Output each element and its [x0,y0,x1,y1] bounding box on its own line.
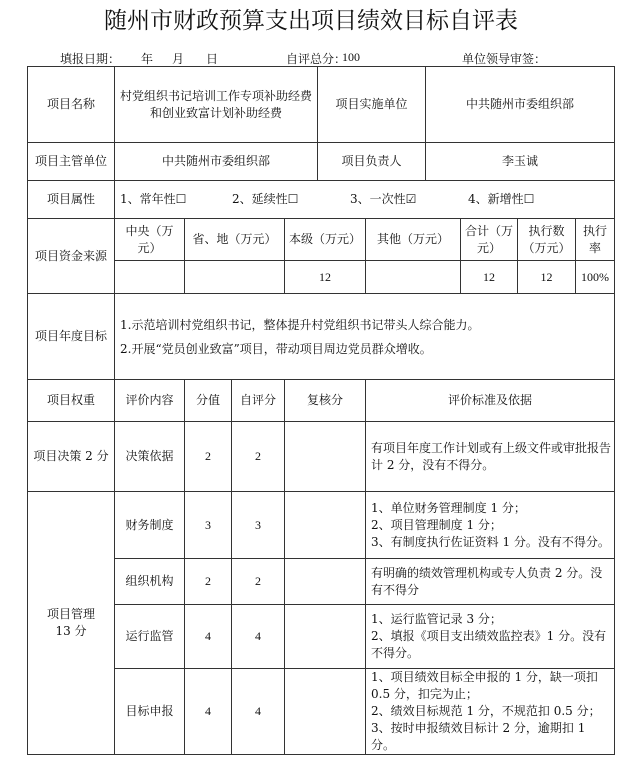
project-attr-options [115,181,615,219]
project-leader-label: 项目负责人 [318,143,426,181]
eval-review-score [285,669,366,755]
attr-option: 3、一次性☑ [350,192,417,206]
eval-review-score [285,492,366,559]
criteria-line: 3、按时申报绩效目标计 2 分，逾期扣 1 分。 [371,721,586,752]
decision-weight: 项目决策 2 分 [28,422,115,492]
eval-criteria [366,605,615,669]
mgmt-weight-score: 13 分 [55,624,87,638]
eval-criteria [366,492,615,559]
attr-option: 4、新增性☐ [468,192,535,206]
eval-self-score: 3 [232,492,285,559]
eval-review-score [285,605,366,669]
annual-goal-label: 项目年度目标 [28,294,115,380]
fund-header: 其他（万元） [366,219,461,261]
header-criteria: 评价标准及依据 [366,380,615,422]
project-leader-value: 李玉诚 [426,143,615,181]
criteria-line: 2、绩效目标规范 1 分，不规范扣 0.5 分； [371,704,601,718]
header-score: 分值 [185,380,232,422]
fund-value: 12 [518,261,576,294]
goal-line: 1.示范培训村党组织书记，整体提升村党组织书记带头人综合能力。 [120,317,480,332]
eval-score: 4 [185,669,232,755]
eval-self-score: 4 [232,669,285,755]
mgmt-weight-title: 项目管理 [46,607,95,621]
project-name-label: 项目名称 [28,67,115,143]
criteria-line: 2、填报《项目支出绩效监控表》1 分。没有不得分。 [371,629,607,660]
header-self-score: 自评分 [232,380,285,422]
criteria-line: 有明确的绩效管理机构或专人负责 2 分。没有不得分 [371,565,603,597]
fund-value: 12 [461,261,518,294]
fund-header: 本级（万元） [285,219,366,261]
eval-criteria [366,422,615,492]
eval-content: 运行监管 [115,605,185,669]
eval-content: 组织机构 [115,559,185,605]
fill-date-label: 填报日期： [60,52,121,66]
header-content: 评价内容 [115,380,185,422]
fund-header: 合计（万元） [461,219,518,261]
mgmt-weight [28,492,115,755]
criteria-line: 1、项目绩效目标全申报的 1 分，缺一项扣 0.5 分，扣完为止； [371,670,598,701]
annual-goal-text [115,294,615,380]
attr-option: 2、延续性☐ [232,192,299,206]
year-label: 年 [141,52,154,66]
day-label: 日 [206,52,219,66]
criteria-line: 1、单位财务管理制度 1 分； [371,500,526,515]
total-score-label: 自评总分： [286,52,347,66]
eval-review-score [285,559,366,605]
fund-header: 执行数（万元） [518,219,576,261]
criteria-line: 3、有制度执行佐证资料 1 分。没有不得分。 [371,534,610,549]
eval-content: 决策依据 [115,422,185,492]
total-score-value: 100 [342,50,360,64]
eval-score: 2 [185,559,232,605]
fund-value: 100% [576,261,615,294]
fund-header: 中央（万元） [115,219,185,261]
criteria-line: 有项目年度工作计划或有上级文件或审批报告计 2 分，没有不得分。 [371,440,612,472]
eval-score: 2 [185,422,232,492]
eval-criteria [366,559,615,605]
eval-criteria [366,669,615,755]
eval-content: 目标申报 [115,669,185,755]
fund-header: 省、地（万元） [185,219,285,261]
fund-value [115,261,185,294]
eval-score: 4 [185,605,232,669]
eval-score: 3 [185,492,232,559]
month-label: 月 [172,52,185,66]
leader-sign-label: 单位领导审签： [462,52,547,66]
criteria-line: 2、项目管理制度 1 分； [371,517,502,532]
eval-content: 财务制度 [115,492,185,559]
fund-value [185,261,285,294]
impl-unit-value: 中共随州市委组织部 [426,67,615,143]
criteria-line: 1、运行监管记录 3 分； [371,612,502,626]
eval-review-score [285,422,366,492]
eval-self-score: 4 [232,605,285,669]
supervisor-label: 项目主管单位 [28,143,115,181]
eval-self-score: 2 [232,422,285,492]
fund-header: 执行率 [576,219,615,261]
goal-line: 2.开展“党员创业致富”项目，带动项目周边党员群众增收。 [120,341,432,356]
fund-value: 12 [285,261,366,294]
header-review-score: 复核分 [285,380,366,422]
fund-source-label: 项目资金来源 [28,219,115,294]
header-weight: 项目权重 [28,380,115,422]
fund-value [366,261,461,294]
project-attr-label: 项目属性 [28,181,115,219]
supervisor-value: 中共随州市委组织部 [115,143,318,181]
project-name-value: 村党组织书记培训工作专项补助经费和创业致富计划补助经费 [115,67,318,143]
impl-unit-label: 项目实施单位 [318,67,426,143]
attr-option: 1、常年性☐ [120,192,187,206]
form-title: 随州市财政预算支出项目绩效目标自评表 [104,8,518,34]
evaluation-table [27,66,615,755]
eval-self-score: 2 [232,559,285,605]
